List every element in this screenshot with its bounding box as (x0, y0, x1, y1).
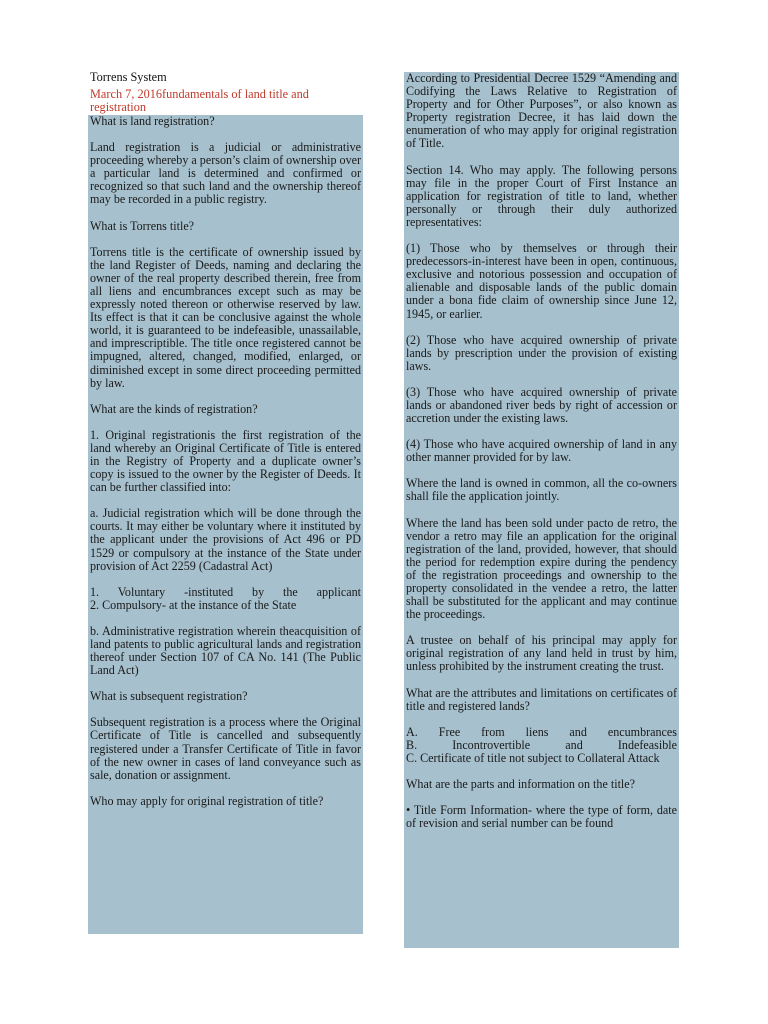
trustee-paragraph: A trustee on behalf of his principal may apply for original registration of any land held in trust by him, unless prohibited by the instrument creating the trust. (406, 633, 677, 674)
applicant-item-4: (4) Those who have acquired ownership of land in any other manner provided for by law. (406, 437, 677, 465)
original-registration-paragraph: 1. Original registrationis the first registration of the land whereby an Original Certificate of Title is entered in the Registry of Property and a duplicate owner’s copy is issued to the owner by the Register of Deeds. It can be further classified into: (90, 427, 361, 495)
attribute-c: C. Certificate of title not subject to Collateral Attack (406, 750, 660, 765)
pacto-de-retro-paragraph: Where the land has been sold under pacto de retro, the vendor a retro may file an application for the original registration of the land, provided, however, that should the period for redemption expire during the pendency of the registration proceedings and ownership to the property consolidated in the vendee a retro, the latter shall be substituted for the applicant and may continue the proceedings. (406, 515, 677, 622)
administrative-registration-paragraph: b. Administrative registration wherein theacquisition of land patents to public agricultural lands and registration thereof under Section 107 of CA No. 141 (The Public Land Act) (90, 623, 361, 678)
attribute-a: A. Free from liens and encumbrances (406, 724, 677, 739)
compulsory-item: 2. Compulsory- at the instance of the State (90, 597, 297, 612)
document-header (90, 71, 363, 114)
section-14-paragraph: Section 14. Who may apply. The following persons may file in the proper Court of First Instance an application for registration of title to land, whether personally or through their duly authorized representatives: (406, 162, 677, 229)
answer-subsequent-registration: Subsequent registration is a process where the Original Certificate of Title is cancelled and subsequently registered under a Transfer Certificate of Title in favor of the new owner in cases of land conveyance such as sale, donation or assignment. (90, 715, 361, 782)
document-title: Torrens System (90, 70, 167, 84)
answer-torrens-title: Torrens title is the certificate of ownership issued by the land Register of Deeds, naming and declaring the owner of the real property described therein, free from all liens and encumbrances except such as may be expressly noted thereon or otherwise reserved by law. Its effect is that it can be conclusive against the whole world, it is guaranteed to be indefeasible, unassailable, and imprescriptible. The title once registered cannot be impugned, altered, changed, modified, enlarged, or diminished except in some direct proceeding permitted by law. (90, 244, 361, 390)
attribute-b: B. Incontrovertible and Indefeasible (406, 737, 677, 752)
title-form-information-bullet: • Title Form Information- where the type of form, date of revision and serial number can be found (406, 803, 677, 831)
applicant-item-3: (3) Those who have acquired ownership of private lands or abandoned river beds by right of accession or accretion under the existing laws. (406, 384, 677, 426)
right-column (404, 72, 679, 948)
applicant-item-2: (2) Those who have acquired ownership of private lands by prescription under the provision of existing laws. (406, 332, 677, 373)
question-subsequent-registration: What is subsequent registration? (90, 689, 248, 704)
judicial-registration-paragraph: a. Judicial registration which will be done through the courts. It may either be voluntary where it instituted by the applicant under the provisions of Act 496 or PD 1529 or compulsory at the instance of the State under provision of Act 2259 (Cadastral Act) (90, 506, 361, 573)
question-torrens-title: What is Torrens title? (90, 218, 195, 233)
pd-1529-paragraph: According to Presidential Decree 1529 “Amending and Codifying the Laws Relative to Registration of Property and for Other Purposes”, or also known as Property registration Decree, it has laid down the enumeration of who may apply for original registration of Title. (406, 71, 677, 151)
document-date-line: March 7, 2016fundamentals of land title and registration (90, 87, 309, 115)
left-column (88, 115, 363, 934)
voluntary-item: 1. Voluntary -instituted by the applicant (90, 584, 361, 599)
answer-land-registration: Land registration is a judicial or administrative proceeding whereby a person’s claim of ownership over a particular land is determined and confirmed or recognized so that such land and the ownership thereof may be recorded in a public registry. (90, 140, 362, 207)
co-owners-paragraph: Where the land is owned in common, all the co-owners shall file the application jointly. (406, 476, 677, 504)
applicant-item-1: (1) Those who by themselves or through their predecessors-in-interest have been in open, continuous, exclusive and notorious possession and occupation of alienable and disposable lands of the public domain under a bona fide claim of ownership since June 12, 1945, or earlier. (406, 241, 677, 321)
question-kinds-of-registration: What are the kinds of registration? (90, 401, 258, 416)
question-who-may-apply: Who may apply for original registration of title? (90, 793, 324, 808)
question-attributes-limitations: What are the attributes and limitations on certificates of title and registered lands? (406, 685, 677, 713)
question-parts-of-title: What are the parts and information on the title? (406, 777, 636, 792)
question-land-registration: What is land registration? (90, 114, 215, 128)
